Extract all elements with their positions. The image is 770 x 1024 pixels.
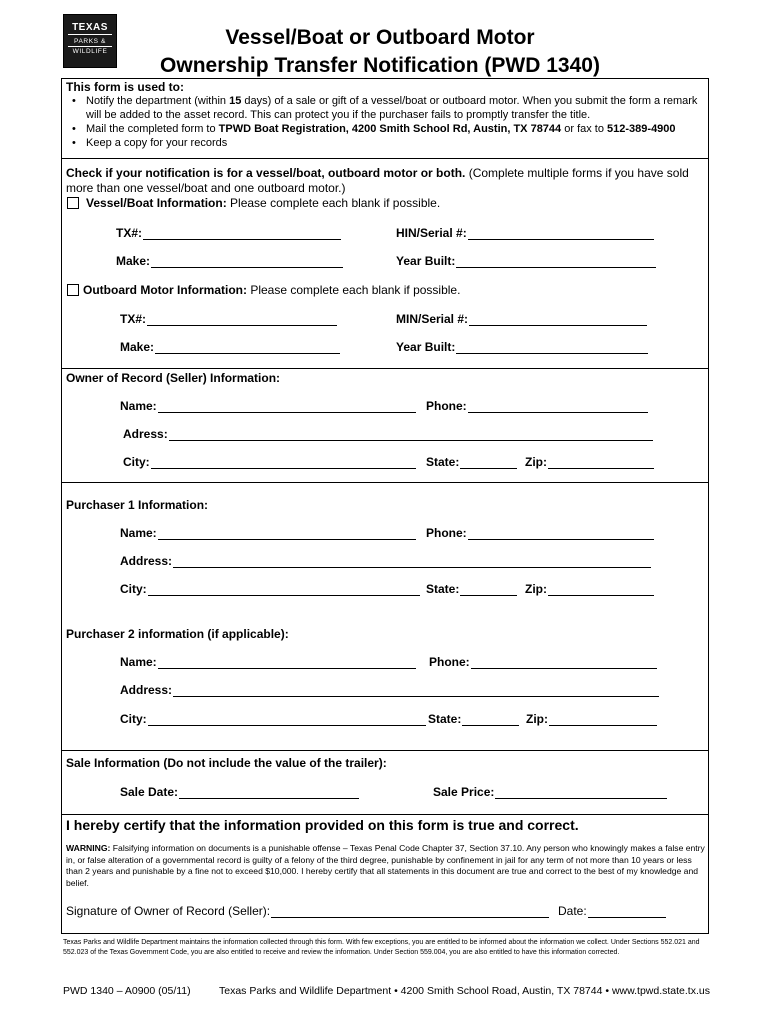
purchaser1-address-field[interactable]: Address: — [120, 554, 651, 568]
divider — [61, 482, 709, 483]
motor-checkbox[interactable] — [67, 284, 79, 296]
divider — [61, 368, 709, 369]
vessel-tx-field[interactable]: TX#: — [116, 226, 341, 240]
list-item: • Mail the completed form to TPWD Boat Registration, 4200 Smith School Rd, Austin, TX 78744 or fax to 512-389-4900 — [70, 122, 700, 136]
owner-adress-field[interactable]: Adress: — [123, 427, 653, 441]
footer-department: Texas Parks and Wildlife Department • 4200 Smith School Road, Austin, TX 78744 • www.tpwd.state.tx.us — [219, 985, 710, 997]
purchaser1-city-field[interactable]: City: — [120, 582, 420, 596]
certify-heading: I hereby certify that the information provided on this form is true and correct. — [66, 817, 579, 833]
logo-text-parks: PARKS & — [74, 38, 106, 45]
intro-list — [70, 94, 700, 150]
title-line-1: Vessel/Boat or Outboard Motor — [225, 26, 535, 49]
list-item: • Notify the department (within 15 days) of a sale or gift of a vessel/boat or outboard motor. When you submit the form a remark will be added to the asset record. This can protect you if the purchaser fails to promptly transfer the title. — [70, 94, 700, 122]
vessel-checkbox[interactable] — [67, 197, 79, 209]
vessel-hin-field[interactable]: HIN/Serial #: — [396, 226, 654, 240]
list-item: • Keep a copy for your records — [70, 136, 700, 150]
motor-min-field[interactable]: MIN/Serial #: — [396, 312, 647, 326]
purchaser2-city-field[interactable]: City: — [120, 712, 426, 726]
form-id: PWD 1340 – A0900 (05/11) — [63, 985, 191, 997]
sale-heading: Sale Information (Do not include the value of the trailer): — [66, 756, 387, 770]
motor-year-field[interactable]: Year Built: — [396, 340, 648, 354]
check-instructions: Check if your notification is for a vessel/boat, outboard motor or both. (Complete multiple forms if you have sold more than one vessel/boat and one outboard motor.) — [66, 166, 689, 195]
owner-heading: Owner of Record (Seller) Information: — [66, 371, 281, 385]
owner-city-field[interactable]: City: — [123, 455, 416, 469]
purchaser2-heading: Purchaser 2 information (if applicable): — [66, 627, 289, 641]
purchaser1-heading: Purchaser 1 Information: — [66, 498, 209, 512]
purchaser2-zip-field[interactable]: Zip: — [526, 712, 657, 726]
purchaser1-state-field[interactable]: State: — [426, 582, 517, 596]
logo-text-wildlife: WILDLIFE — [72, 48, 108, 55]
purchaser1-name-field[interactable]: Name: — [120, 526, 416, 540]
purchaser1-zip-field[interactable]: Zip: — [525, 582, 654, 596]
privacy-notice: Texas Parks and Wildlife Department maintains the information collected through this form. With few exceptions, you are entitled to be informed about the information we collect. Under Sections 552.021 and 552.023 of the Texas Government Code, you are also entitled to receive and review the information. Under Section 559.004, you are also entitled to have this information corrected. — [63, 939, 700, 956]
motor-tx-field[interactable]: TX#: — [120, 312, 337, 326]
divider — [61, 158, 709, 159]
divider — [61, 814, 709, 815]
title-line-2: Ownership Transfer Notification (PWD 1340) — [160, 54, 600, 77]
vessel-year-field[interactable]: Year Built: — [396, 254, 656, 268]
divider — [61, 750, 709, 751]
purchaser2-state-field[interactable]: State: — [428, 712, 519, 726]
intro-heading: This form is used to: — [66, 80, 185, 94]
purchaser2-phone-field[interactable]: Phone: — [429, 655, 657, 669]
purchaser2-address-field[interactable]: Address: — [120, 683, 659, 697]
warning-text: WARNING: Falsifying information on documents is a punishable offense – Texas Penal Code Chapter 37, Section 37.10. Any person who knowingly makes a false entry in, or false alteration of a governmental record is guilty of a felony of the third degree, punishable by confinement in jail for any term of not more than 10 years or less than 2 years and punishable by a fine not to exceed $10,000. I hereby certify that all statements in this document are true and correct to the best of my knowledge and belief. — [66, 843, 705, 888]
purchaser1-phone-field[interactable]: Phone: — [426, 526, 654, 540]
tpwd-logo — [63, 14, 117, 68]
owner-zip-field[interactable]: Zip: — [525, 455, 654, 469]
owner-state-field[interactable]: State: — [426, 455, 517, 469]
owner-phone-field[interactable]: Phone: — [426, 399, 648, 413]
page-title — [120, 24, 640, 80]
motor-make-field[interactable]: Make: — [120, 340, 340, 354]
sale-price-field[interactable]: Sale Price: — [433, 785, 667, 799]
logo-text-texas: TEXAS — [72, 22, 108, 33]
vessel-make-field[interactable]: Make: — [116, 254, 343, 268]
signature-field[interactable]: Signature of Owner of Record (Seller): — [66, 904, 549, 918]
owner-name-field[interactable]: Name: — [120, 399, 416, 413]
purchaser2-name-field[interactable]: Name: — [120, 655, 416, 669]
motor-section-label: Outboard Motor Information: Please complete each blank if possible. — [83, 283, 461, 297]
vessel-section-label: Vessel/Boat Information: Please complete each blank if possible. — [86, 196, 441, 210]
signature-date-field[interactable]: Date: — [558, 904, 666, 918]
sale-date-field[interactable]: Sale Date: — [120, 785, 359, 799]
